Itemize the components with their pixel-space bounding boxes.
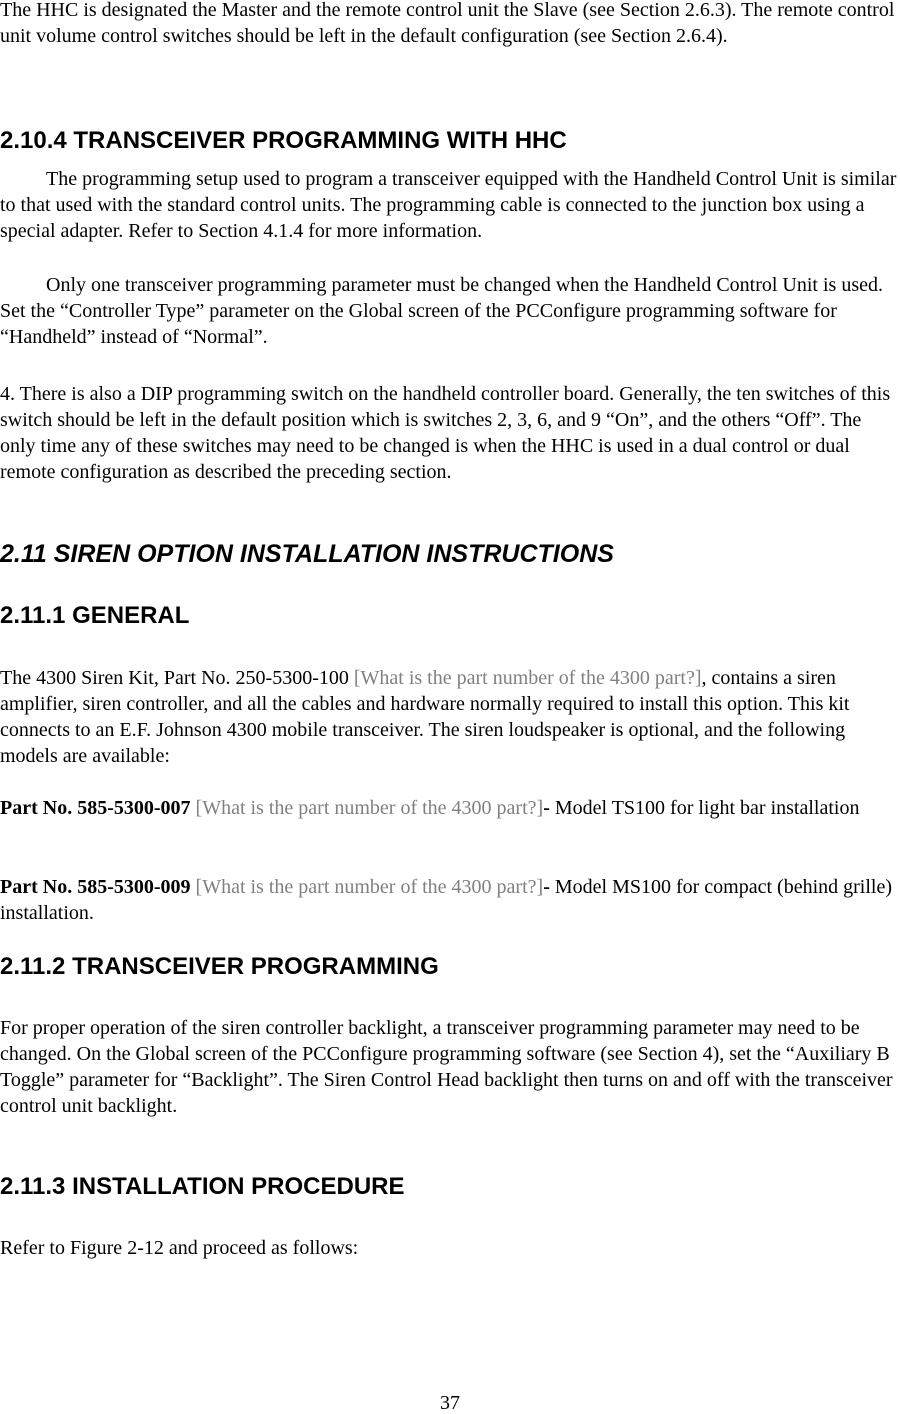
paragraph-2-11-2-programming: For proper operation of the siren controller backlight, a transceiver programming parameter may need to be changed. On the Global screen of the PCConfigure programming software (see Section 4), set the “Auxiliary B Toggle” parameter for “Backlight”. The Siren Control Head backlight then turns on and off with the transceiver control unit backlight. — [0, 1017, 893, 1117]
part-description-ms100: Model MS100 for compact (behind grille) installation. — [0, 876, 893, 924]
paragraph-2-10-4-dip-switch: 4. There is also a DIP programming switch on the handheld controller board. Generally, the ten switches of this switch should be left in the default position which is switches 2, 3, 6, and 9 “On”, and the others “Off”. The only time any of these switches may need to be changed is when the HHC is used in a dual control or dual remote configuration as described the preceding section. — [0, 383, 891, 483]
kit-text-rest: , contains a siren amplifier, siren controller, and all the cables and hardware normally required to install this option. This kit connects to an E.F. Johnson 4300 mobile transceiver. The siren loudspeaker is optional, and the following models are available: — [0, 667, 850, 767]
part-number-ms100: Part No. 585-5300-009 — [0, 876, 196, 898]
kit-text-start: The 4300 Siren Kit, Part No. 250-5300-100 — [0, 667, 354, 689]
paragraph-2-10-4-parameter: Only one transceiver programming parameter must be changed when the Handheld Control Unit is used. Set the “Controller Type” parameter on the Global screen of the PCConfigure programming software for “Handheld” instead of “Normal”. — [0, 274, 883, 348]
paragraph-2-10-4-setup: The programming setup used to program a transceiver equipped with the Handheld Control Unit is similar to that used with the standard control units. The programming cable is connected to the junction box using a special adapter. Refer to Section 4.1.4 for more information. — [0, 168, 897, 242]
part-dash: - — [543, 797, 555, 819]
heading-2-11: 2.11 SIREN OPTION INSTALLATION INSTRUCTIONS — [0, 540, 614, 568]
paragraph-part-ts100 — [0, 795, 900, 821]
intro-paragraph: The HHC is designated the Master and the remote control unit the Slave (see Section 2.6.3). The remote control unit volume control switches should be left in the default configuration (see Section 2.6.4). — [0, 0, 895, 47]
part-number-query: [What is the part number of the 4300 part?] — [353, 667, 702, 689]
paragraph-2-11-1-kit — [0, 665, 900, 769]
page-number: 37 — [440, 1392, 460, 1414]
paragraph-2-11-3-procedure: Refer to Figure 2-12 and proceed as follows: — [0, 1237, 359, 1259]
heading-2-10-4: 2.10.4 TRANSCEIVER PROGRAMMING WITH HHC — [0, 127, 567, 154]
part-dash: - — [543, 876, 555, 898]
heading-2-11-2: 2.11.2 TRANSCEIVER PROGRAMMING — [0, 953, 439, 980]
part-description-ts100: Model TS100 for light bar installation — [554, 797, 860, 819]
part-number-query: [What is the part number of the 4300 part?] — [195, 876, 544, 898]
part-number-ts100: Part No. 585-5300-007 — [0, 797, 196, 819]
part-number-query: [What is the part number of the 4300 part?] — [195, 797, 544, 819]
paragraph-part-ms100 — [0, 874, 900, 926]
heading-2-11-3: 2.11.3 INSTALLATION PROCEDURE — [0, 1173, 405, 1200]
heading-2-11-1: 2.11.1 GENERAL — [0, 602, 190, 629]
